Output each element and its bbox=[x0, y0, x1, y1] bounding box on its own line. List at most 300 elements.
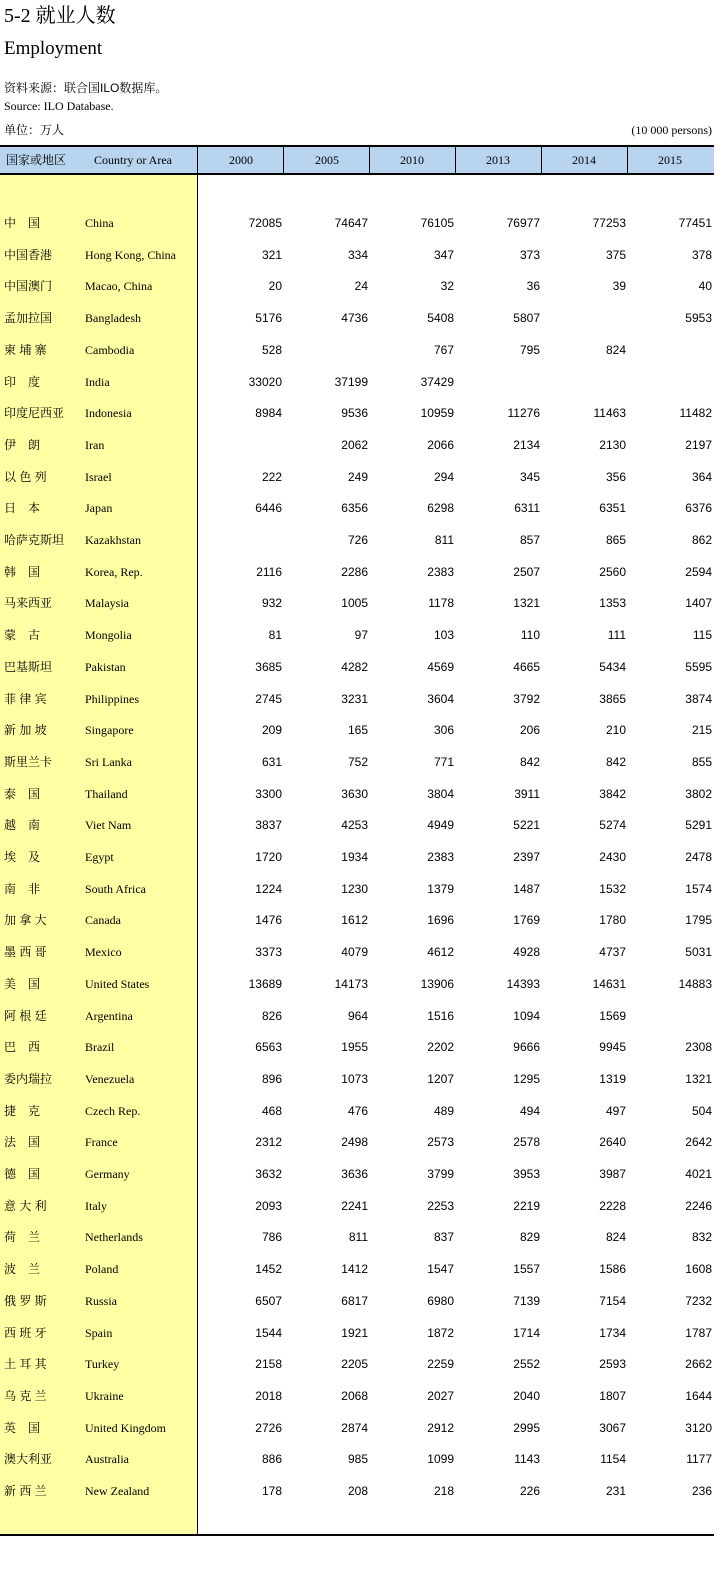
employment-value: 2253 bbox=[427, 1198, 454, 1213]
employment-value: 1005 bbox=[341, 596, 368, 611]
employment-value: 896 bbox=[261, 1071, 282, 1086]
employment-value: 1921 bbox=[341, 1325, 368, 1340]
employment-value: 321 bbox=[261, 247, 282, 262]
employment-value: 2241 bbox=[341, 1198, 368, 1213]
country-name-cn: 美 国 bbox=[4, 976, 41, 991]
country-name-cn: 加 拿 大 bbox=[4, 913, 47, 928]
country-name-cn: 新 西 兰 bbox=[4, 1484, 47, 1498]
header-country-en: Country or Area bbox=[94, 153, 172, 167]
employment-value: 1224 bbox=[255, 881, 282, 896]
employment-value: 2498 bbox=[341, 1135, 368, 1150]
country-name-cn: 印 度 bbox=[4, 374, 41, 389]
employment-value: 209 bbox=[261, 723, 282, 738]
employment-value: 2116 bbox=[256, 564, 282, 579]
header-year: 2015 bbox=[658, 153, 682, 167]
country-name-en: Hong Kong, China bbox=[85, 247, 176, 262]
table-row bbox=[0, 1006, 714, 1026]
country-name-cn: 乌 克 兰 bbox=[4, 1388, 47, 1403]
country-name-en: Thailand bbox=[85, 786, 128, 801]
employment-value: 2202 bbox=[427, 1040, 454, 1055]
employment-value: 2745 bbox=[255, 691, 282, 706]
employment-value: 5434 bbox=[599, 659, 626, 674]
employment-value: 2430 bbox=[599, 850, 626, 864]
country-name-en: Israel bbox=[85, 469, 112, 484]
employment-value: 7154 bbox=[599, 1293, 626, 1308]
table-row bbox=[0, 1259, 714, 1279]
employment-value: 1516 bbox=[427, 1008, 454, 1023]
employment-value: 857 bbox=[519, 533, 540, 547]
employment-value: 8984 bbox=[255, 406, 282, 421]
employment-value: 81 bbox=[268, 628, 282, 643]
country-name-en: Netherlands bbox=[85, 1230, 143, 1245]
employment-value: 3837 bbox=[255, 818, 282, 833]
country-name-en: Russia bbox=[85, 1293, 118, 1308]
employment-value: 3802 bbox=[685, 786, 712, 801]
employment-value: 1143 bbox=[514, 1452, 540, 1467]
employment-value: 2312 bbox=[255, 1135, 282, 1150]
employment-value: 767 bbox=[433, 342, 454, 357]
employment-value: 811 bbox=[348, 1230, 368, 1245]
employment-value: 1608 bbox=[685, 1262, 712, 1277]
country-name-cn: 中国香港 bbox=[4, 247, 53, 262]
employment-value: 9536 bbox=[341, 406, 368, 421]
country-name-cn: 菲 律 宾 bbox=[4, 691, 47, 706]
employment-value: 1872 bbox=[427, 1325, 454, 1340]
employment-value: 24 bbox=[354, 279, 368, 294]
table-row bbox=[0, 1354, 714, 1374]
employment-value: 210 bbox=[605, 723, 626, 738]
country-name-cn: 柬 埔 寨 bbox=[4, 342, 47, 357]
table-row bbox=[0, 815, 714, 835]
country-name-cn: 新 加 坡 bbox=[4, 723, 47, 738]
employment-value: 2552 bbox=[513, 1357, 540, 1372]
employment-value: 826 bbox=[261, 1008, 282, 1023]
country-name-en: New Zealand bbox=[85, 1484, 150, 1498]
country-name-cn: 斯里兰卡 bbox=[4, 754, 53, 769]
employment-value: 865 bbox=[605, 533, 626, 547]
table-row bbox=[0, 1386, 714, 1406]
employment-value: 2308 bbox=[685, 1040, 712, 1055]
header-divider bbox=[627, 147, 628, 173]
country-name-en: Bangladesh bbox=[85, 311, 141, 326]
employment-value: 11276 bbox=[507, 406, 540, 421]
employment-value: 964 bbox=[347, 1008, 368, 1023]
table-row bbox=[0, 1227, 714, 1247]
employment-value: 2158 bbox=[255, 1357, 282, 1372]
country-name-en: United States bbox=[85, 976, 150, 991]
country-name-cn: 法 国 bbox=[4, 1135, 41, 1150]
employment-value: 5176 bbox=[255, 311, 282, 326]
employment-value: 3842 bbox=[599, 786, 626, 801]
table-row bbox=[0, 1037, 714, 1057]
employment-value: 4021 bbox=[685, 1167, 712, 1181]
employment-value: 5291 bbox=[685, 818, 712, 833]
employment-value: 3799 bbox=[427, 1167, 454, 1181]
country-name-en: Cambodia bbox=[85, 342, 135, 357]
country-name-cn: 俄 罗 斯 bbox=[4, 1293, 47, 1308]
employment-value: 795 bbox=[519, 342, 540, 357]
employment-value: 2662 bbox=[685, 1357, 712, 1372]
employment-value: 5807 bbox=[513, 311, 540, 326]
employment-value: 528 bbox=[261, 342, 282, 357]
employment-value: 476 bbox=[347, 1103, 368, 1118]
unit-label-cn: 单位：万人 bbox=[4, 123, 65, 137]
employment-value: 2068 bbox=[341, 1388, 368, 1403]
employment-value: 497 bbox=[605, 1103, 626, 1118]
employment-value: 886 bbox=[261, 1452, 282, 1467]
employment-value: 3632 bbox=[255, 1167, 282, 1181]
employment-value: 1557 bbox=[513, 1262, 540, 1277]
table-row bbox=[0, 657, 714, 677]
employment-value: 7139 bbox=[513, 1293, 540, 1308]
table-row bbox=[0, 1291, 714, 1311]
employment-value: 1696 bbox=[427, 913, 454, 928]
country-name-cn: 澳大利亚 bbox=[4, 1452, 53, 1467]
employment-value: 1644 bbox=[685, 1388, 712, 1403]
employment-value: 97 bbox=[354, 628, 368, 643]
employment-value: 231 bbox=[605, 1484, 626, 1498]
page-title-en: Employment bbox=[4, 38, 103, 59]
employment-value: 2397 bbox=[513, 850, 540, 864]
employment-value: 4737 bbox=[599, 945, 626, 960]
country-name-cn: 日 本 bbox=[4, 501, 41, 516]
table-row bbox=[0, 467, 714, 487]
country-name-en: Malaysia bbox=[85, 596, 129, 611]
employment-value: 2478 bbox=[685, 850, 712, 864]
header-country-cn: 国家或地区 bbox=[6, 153, 67, 167]
employment-value: 226 bbox=[519, 1484, 540, 1498]
employment-value: 2874 bbox=[341, 1420, 368, 1435]
employment-value: 2246 bbox=[685, 1198, 712, 1213]
employment-value: 1734 bbox=[599, 1325, 626, 1340]
employment-value: 494 bbox=[519, 1103, 540, 1118]
table-row bbox=[0, 1196, 714, 1216]
employment-value: 862 bbox=[691, 533, 712, 547]
employment-value: 5408 bbox=[427, 311, 454, 326]
employment-value: 2573 bbox=[427, 1135, 454, 1150]
employment-value: 37199 bbox=[334, 374, 368, 389]
employment-value: 1099 bbox=[427, 1452, 454, 1467]
employment-value: 39 bbox=[612, 279, 626, 294]
country-name-en: Japan bbox=[85, 501, 113, 516]
employment-value: 6980 bbox=[427, 1293, 454, 1308]
country-name-cn: 捷 克 bbox=[4, 1103, 41, 1118]
country-name-cn: 荷 兰 bbox=[4, 1230, 41, 1245]
table-row bbox=[0, 942, 714, 962]
employment-value: 5031 bbox=[685, 945, 712, 960]
employment-value: 4282 bbox=[341, 659, 368, 674]
table-row bbox=[0, 720, 714, 740]
country-name-en: Poland bbox=[85, 1262, 119, 1277]
employment-value: 3685 bbox=[255, 659, 282, 674]
employment-value: 2640 bbox=[599, 1135, 626, 1150]
country-name-en: Brazil bbox=[85, 1040, 115, 1055]
employment-value: 3636 bbox=[341, 1167, 368, 1181]
employment-value: 1073 bbox=[341, 1071, 368, 1086]
table-row bbox=[0, 498, 714, 518]
employment-value: 2219 bbox=[513, 1198, 540, 1213]
employment-value: 74647 bbox=[334, 216, 368, 230]
employment-value: 3373 bbox=[255, 945, 282, 960]
country-name-en: Indonesia bbox=[85, 406, 132, 421]
employment-value: 3911 bbox=[514, 786, 540, 801]
employment-value: 824 bbox=[605, 1230, 626, 1245]
country-name-en: Canada bbox=[85, 913, 121, 928]
employment-value: 1934 bbox=[341, 850, 368, 864]
country-name-cn: 孟加拉国 bbox=[4, 311, 53, 326]
table-row bbox=[0, 1101, 714, 1121]
country-name-cn: 土 耳 其 bbox=[4, 1357, 47, 1372]
employment-value: 356 bbox=[605, 469, 626, 484]
employment-value: 249 bbox=[347, 469, 368, 484]
table-row bbox=[0, 1069, 714, 1089]
employment-value: 2507 bbox=[513, 564, 540, 579]
table-row bbox=[0, 308, 714, 328]
employment-value: 373 bbox=[519, 247, 540, 262]
employment-value: 468 bbox=[261, 1103, 282, 1118]
employment-value: 115 bbox=[692, 628, 712, 643]
employment-value: 3987 bbox=[599, 1167, 626, 1181]
table-row bbox=[0, 562, 714, 582]
header-divider bbox=[369, 147, 370, 173]
employment-value: 9945 bbox=[599, 1040, 626, 1055]
country-name-cn: 蒙 古 bbox=[4, 628, 41, 643]
employment-value: 3874 bbox=[685, 691, 712, 706]
country-name-cn: 德 国 bbox=[4, 1167, 41, 1181]
employment-value: 218 bbox=[433, 1484, 454, 1498]
table-row bbox=[0, 1418, 714, 1438]
table-row bbox=[0, 530, 714, 550]
employment-value: 2578 bbox=[513, 1135, 540, 1150]
employment-value: 1154 bbox=[600, 1452, 626, 1467]
employment-value: 72085 bbox=[248, 216, 282, 230]
header-year: 2010 bbox=[400, 153, 424, 167]
employment-value: 3792 bbox=[513, 691, 540, 706]
employment-value: 2093 bbox=[255, 1198, 282, 1213]
employment-value: 837 bbox=[433, 1230, 454, 1245]
unit-label-en: (10 000 persons) bbox=[631, 123, 712, 137]
employment-value: 2594 bbox=[685, 564, 712, 579]
country-name-en: Viet Nam bbox=[85, 818, 132, 833]
employment-value: 2027 bbox=[427, 1388, 454, 1403]
employment-value: 932 bbox=[261, 596, 282, 611]
table-row bbox=[0, 1323, 714, 1343]
employment-value: 20 bbox=[268, 279, 282, 294]
country-name-cn: 阿 根 廷 bbox=[4, 1008, 47, 1023]
country-name-cn: 波 兰 bbox=[4, 1262, 41, 1277]
employment-value: 6311 bbox=[514, 501, 540, 516]
employment-value: 842 bbox=[605, 754, 626, 769]
country-name-en: Argentina bbox=[85, 1008, 133, 1023]
country-name-cn: 哈萨克斯坦 bbox=[4, 533, 65, 547]
country-name-cn: 中 国 bbox=[4, 216, 41, 230]
employment-value: 110 bbox=[520, 628, 540, 643]
employment-value: 2726 bbox=[255, 1420, 282, 1435]
employment-value: 178 bbox=[261, 1484, 282, 1498]
employment-value: 1720 bbox=[255, 850, 282, 864]
employment-value: 40 bbox=[698, 279, 712, 294]
employment-value: 2197 bbox=[685, 437, 712, 452]
employment-value: 3804 bbox=[427, 786, 454, 801]
employment-value: 37429 bbox=[420, 374, 454, 389]
employment-value: 11482 bbox=[679, 406, 712, 421]
employment-value: 13906 bbox=[420, 976, 454, 991]
employment-value: 1569 bbox=[599, 1008, 626, 1023]
employment-value: 3120 bbox=[685, 1420, 712, 1435]
employment-value: 111 bbox=[607, 628, 626, 643]
country-name-cn: 意 大 利 bbox=[4, 1198, 47, 1213]
employment-value: 206 bbox=[519, 723, 540, 738]
employment-value: 2205 bbox=[341, 1357, 368, 1372]
employment-value: 33020 bbox=[248, 374, 282, 389]
page-title-cn: 5-2 就业人数 bbox=[4, 5, 116, 27]
country-name-en: France bbox=[85, 1135, 118, 1150]
table-row bbox=[0, 1164, 714, 1184]
employment-value: 1547 bbox=[427, 1262, 454, 1277]
employment-value: 3604 bbox=[427, 691, 454, 706]
employment-value: 1574 bbox=[685, 881, 712, 896]
employment-value: 2383 bbox=[427, 564, 454, 579]
table-header bbox=[0, 145, 714, 175]
employment-value: 5953 bbox=[685, 311, 712, 326]
employment-value: 2259 bbox=[427, 1357, 454, 1372]
source-note-en: Source: ILO Database. bbox=[4, 99, 114, 113]
employment-value: 77451 bbox=[678, 216, 712, 230]
employment-value: 2018 bbox=[255, 1388, 282, 1403]
employment-value: 14173 bbox=[334, 976, 368, 991]
employment-value: 334 bbox=[347, 247, 368, 262]
table-row bbox=[0, 403, 714, 423]
employment-value: 1321 bbox=[685, 1071, 712, 1086]
country-name-cn: 马来西亚 bbox=[4, 596, 53, 611]
country-name-cn: 巴 西 bbox=[4, 1040, 41, 1055]
employment-value: 1586 bbox=[599, 1262, 626, 1277]
employment-value: 1807 bbox=[599, 1388, 626, 1403]
employment-value: 3300 bbox=[255, 786, 282, 801]
employment-value: 3630 bbox=[341, 786, 368, 801]
employment-value: 6563 bbox=[255, 1040, 282, 1055]
employment-value: 2134 bbox=[513, 437, 540, 452]
source-note-cn: 资料来源：联合国ILO数据库。 bbox=[4, 81, 168, 95]
employment-value: 1769 bbox=[513, 913, 540, 928]
country-name-en: Pakistan bbox=[85, 659, 126, 674]
employment-value: 5274 bbox=[599, 818, 626, 833]
employment-value: 2912 bbox=[427, 1420, 454, 1435]
employment-table bbox=[0, 145, 714, 1537]
table-row bbox=[0, 974, 714, 994]
employment-value: 345 bbox=[519, 469, 540, 484]
employment-value: 1612 bbox=[341, 913, 368, 928]
employment-value: 504 bbox=[691, 1103, 712, 1118]
table-row bbox=[0, 1449, 714, 1469]
employment-value: 378 bbox=[691, 247, 712, 262]
country-name-en: Egypt bbox=[85, 850, 114, 864]
employment-value: 1412 bbox=[341, 1262, 368, 1277]
table-row bbox=[0, 1132, 714, 1152]
country-name-en: Australia bbox=[85, 1452, 129, 1467]
country-name-cn: 墨 西 哥 bbox=[4, 945, 47, 960]
table-row bbox=[0, 435, 714, 455]
country-name-cn: 印度尼西亚 bbox=[4, 406, 65, 421]
country-name-en: South Africa bbox=[85, 881, 146, 896]
employment-value: 3067 bbox=[599, 1420, 626, 1435]
employment-value: 829 bbox=[519, 1230, 540, 1245]
employment-value: 1487 bbox=[513, 881, 540, 896]
employment-value: 855 bbox=[691, 754, 712, 769]
header-year: 2000 bbox=[229, 153, 253, 167]
country-name-cn: 巴基斯坦 bbox=[4, 659, 53, 674]
employment-value: 375 bbox=[605, 247, 626, 262]
employment-value: 1379 bbox=[427, 881, 454, 896]
country-name-en: Spain bbox=[85, 1325, 113, 1340]
country-name-en: Mongolia bbox=[85, 628, 132, 643]
employment-value: 1230 bbox=[341, 881, 368, 896]
employment-value: 1795 bbox=[685, 913, 712, 928]
employment-value: 4079 bbox=[341, 945, 368, 960]
employment-value: 1094 bbox=[513, 1008, 540, 1023]
employment-value: 2040 bbox=[513, 1388, 540, 1403]
table-row bbox=[0, 910, 714, 930]
employment-value: 824 bbox=[605, 342, 626, 357]
employment-value: 294 bbox=[433, 469, 454, 484]
employment-value: 9666 bbox=[513, 1040, 540, 1055]
employment-value: 14393 bbox=[506, 976, 540, 991]
table-row bbox=[0, 689, 714, 709]
employment-value: 1544 bbox=[255, 1325, 282, 1340]
table-row bbox=[0, 340, 714, 360]
employment-value: 832 bbox=[691, 1230, 712, 1245]
employment-value: 215 bbox=[691, 723, 712, 738]
employment-value: 11463 bbox=[593, 406, 626, 421]
employment-value: 4612 bbox=[427, 945, 454, 960]
table-bottom-rule bbox=[0, 1534, 714, 1536]
table-row bbox=[0, 593, 714, 613]
country-name-en: United Kingdom bbox=[85, 1420, 166, 1435]
employment-value: 1177 bbox=[686, 1452, 712, 1467]
table-row bbox=[0, 752, 714, 772]
employment-value: 306 bbox=[433, 723, 454, 738]
employment-value: 3953 bbox=[513, 1167, 540, 1181]
country-name-en: Czech Rep. bbox=[85, 1103, 141, 1118]
employment-value: 10959 bbox=[420, 406, 454, 421]
employment-value: 2228 bbox=[599, 1198, 626, 1213]
country-name-en: India bbox=[85, 374, 110, 389]
employment-value: 4253 bbox=[341, 818, 368, 833]
employment-value: 1207 bbox=[427, 1071, 454, 1086]
country-name-en: Germany bbox=[85, 1167, 130, 1181]
table-row bbox=[0, 276, 714, 296]
employment-value: 2995 bbox=[513, 1420, 540, 1435]
country-name-en: China bbox=[85, 216, 114, 230]
employment-value: 4569 bbox=[427, 659, 454, 674]
employment-value: 5595 bbox=[685, 659, 712, 674]
employment-value: 6351 bbox=[599, 501, 626, 516]
employment-value: 4736 bbox=[341, 311, 368, 326]
employment-value: 6376 bbox=[685, 501, 712, 516]
employment-value: 1321 bbox=[513, 596, 540, 611]
country-name-en: Korea, Rep. bbox=[85, 564, 143, 579]
employment-value: 631 bbox=[261, 754, 282, 769]
country-name-en: Ukraine bbox=[85, 1388, 124, 1403]
employment-value: 489 bbox=[433, 1103, 454, 1118]
employment-value: 1532 bbox=[599, 881, 626, 896]
country-name-cn: 韩 国 bbox=[4, 564, 41, 579]
country-name-cn: 西 班 牙 bbox=[4, 1325, 47, 1340]
employment-value: 1452 bbox=[255, 1262, 282, 1277]
employment-value: 1178 bbox=[428, 596, 454, 611]
employment-value: 4665 bbox=[513, 659, 540, 674]
country-name-cn: 委内瑞拉 bbox=[4, 1071, 53, 1086]
